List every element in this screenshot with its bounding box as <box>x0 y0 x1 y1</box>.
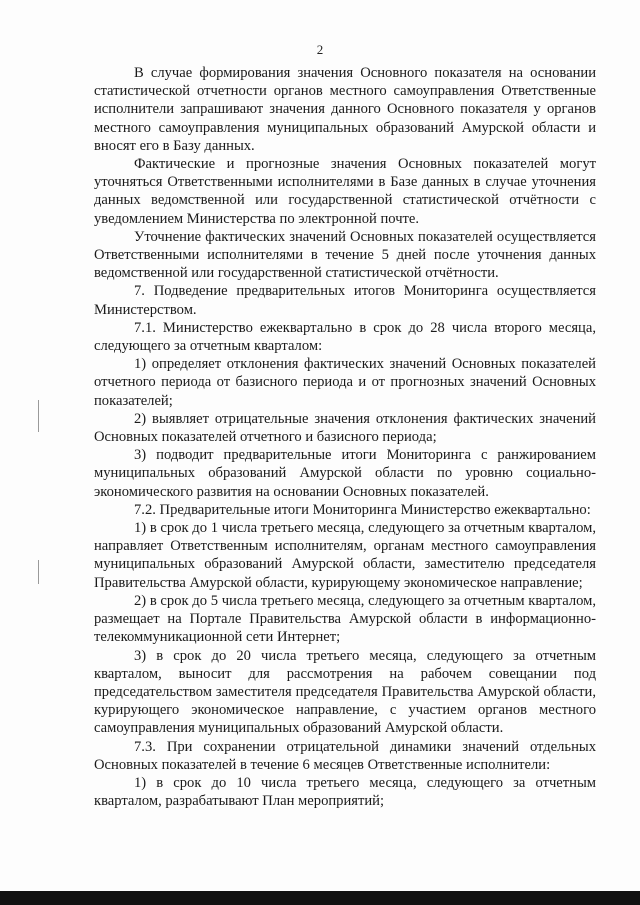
list-item: 3) в срок до 20 числа третьего месяца, следующего за отчетным кварталом, выносит для рассмотрения на рабочем совещании под председательством заместителя председателя Правительства Амурской области, курирующего экономическое направление, с участием органов местного самоуправления муниципальных образований Амурской области. <box>94 647 596 737</box>
paragraph: Уточнение фактических значений Основных показателей осуществляется Ответственными исполнителями в течение 5 дней после уточнения данных ведомственной или государственной статистической отчётности. <box>94 228 596 282</box>
list-item: 2) в срок до 5 числа третьего месяца, следующего за отчетным кварталом, размещает на Портале Правительства Амурской области в информационно-телекоммуникационной сети Интернет; <box>94 592 596 646</box>
paragraph: В случае формирования значения Основного показателя на основании статистической отчетности органов местного самоуправления Ответственные исполнители запрашивают значения данного Основного показателя у органов местного самоуправления муниципальных образований Амурской области и вносят его в Базу данных. <box>94 65 596 154</box>
list-item: 2) выявляет отрицательные значения отклонения фактических значений Основных показателей отчетного и базисного периода; <box>94 410 596 446</box>
list-item: 1) в срок до 1 числа третьего месяца, следующего за отчетным кварталом, направляет Ответственным исполнителям, органам местного самоуправления муниципальных образований Амурской области, заместителю председателя Правительства Амурской области, курирующему экономическое направление; <box>94 520 596 591</box>
list-item: 1) определяет отклонения фактических значений Основных показателей отчетного периода от базисного периода и от прогнозных значений Основных показателей; <box>94 356 596 409</box>
list-item: 1) в срок до 10 числа третьего месяца, следующего за отчетным кварталом, разрабатывают План мероприятий; <box>94 774 596 810</box>
document-body <box>94 64 596 810</box>
list-item: 3) подводит предварительные итоги Мониторинга с ранжированием муниципальных образований Амурской области по уровню социально-экономического развития на основании Основных показателей. <box>94 447 596 500</box>
scan-border <box>0 891 640 905</box>
paragraph: 7.3. При сохранении отрицательной динамики значений отдельных Основных показателей в течение 6 месяцев Ответственные исполнители: <box>94 738 596 773</box>
paragraph: Фактические и прогнозные значения Основных показателей могут уточняться Ответственными исполнителями в Базе данных в случае уточнения данных ведомственной или государственной статистической отчётности с уведомлением Министерства по электронной почте. <box>94 156 596 227</box>
scan-artifact <box>38 400 39 432</box>
paragraph: 7.1. Министерство ежеквартально в срок до 28 числа второго месяца, следующего за отчетным кварталом: <box>94 319 596 355</box>
page-number: 2 <box>316 42 324 57</box>
scan-artifact <box>38 560 39 584</box>
paragraph: 7.2. Предварительные итоги Мониторинга Министерство ежеквартально: <box>134 501 591 518</box>
paragraph: 7. Подведение предварительных итогов Мониторинга осуществляется Министерством. <box>94 283 596 318</box>
